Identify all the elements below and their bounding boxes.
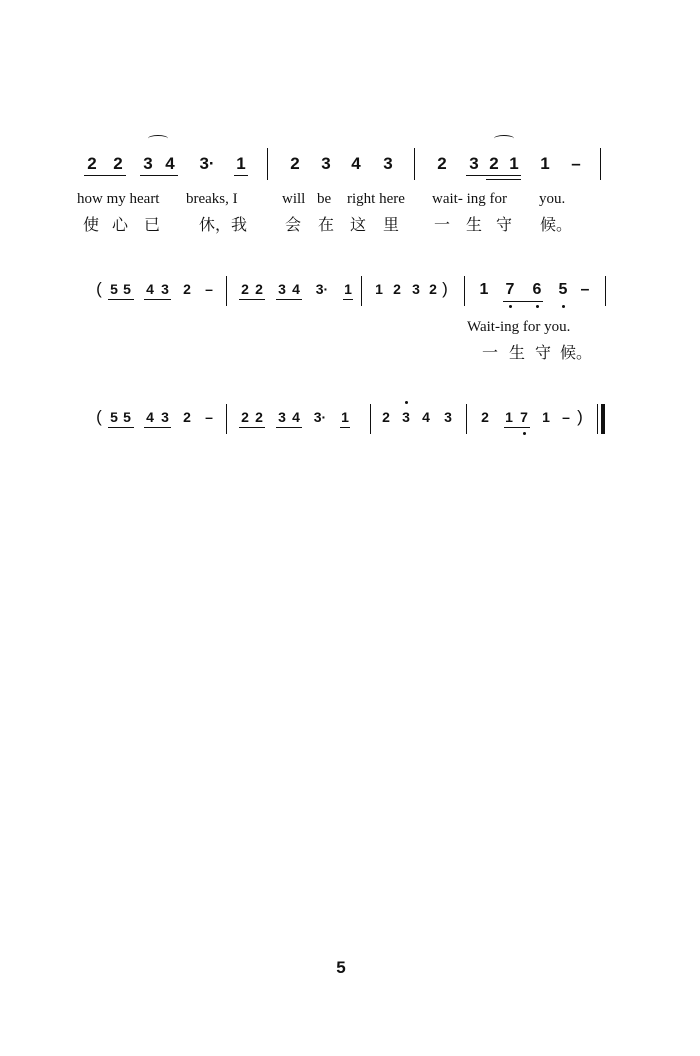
note: 3: [143, 154, 153, 173]
lyric-en: breaks, I: [186, 191, 238, 207]
beam-underline: [144, 299, 171, 300]
barline: [414, 148, 415, 180]
note: 1: [540, 154, 550, 173]
barline: [226, 276, 227, 306]
lyric-zh: 使: [83, 215, 100, 234]
lyric-zh: 心: [112, 215, 129, 234]
lyric-en: how my heart: [77, 191, 160, 207]
beam-underline: [343, 299, 353, 300]
lyric-zh: 生: [466, 215, 483, 234]
note: 3: [383, 154, 393, 173]
note: 2: [87, 154, 97, 173]
beam-underline: [276, 427, 302, 428]
lyric-en: you.: [539, 191, 566, 207]
note: 5: [558, 281, 568, 298]
note: 4: [422, 409, 430, 425]
note: 2: [113, 154, 123, 173]
beam-underline: [108, 299, 134, 300]
lyric-zh: 候。: [560, 343, 593, 362]
lyric-zh: 这: [350, 215, 367, 234]
lyric-zh: 会: [285, 215, 302, 234]
lyric-zh: 休，我: [199, 215, 248, 234]
note: –: [205, 409, 213, 425]
lyric-en: be: [317, 191, 332, 207]
beam-underline: [340, 427, 350, 428]
note: 4: [146, 409, 154, 425]
slur-mark: [494, 135, 514, 142]
note: 3·: [315, 281, 329, 297]
note: 3: [321, 154, 331, 173]
note: 4: [351, 154, 361, 173]
note: –: [580, 281, 590, 298]
beam-underline: [239, 299, 265, 300]
lyric-en: right here: [347, 191, 405, 207]
note: 3·: [313, 409, 327, 425]
note: 6: [532, 281, 542, 298]
note: 2: [382, 409, 390, 425]
note: 1: [341, 409, 349, 425]
paren-open: (: [96, 407, 102, 426]
note: 2: [183, 409, 191, 425]
note: 2: [429, 281, 437, 297]
lyric-zh: 生: [509, 343, 526, 362]
note: 5: [110, 409, 118, 425]
note: 7: [505, 281, 515, 298]
note: 3: [161, 281, 169, 297]
beam-underline: [239, 427, 265, 428]
note: 5: [110, 281, 118, 297]
note: 3: [161, 409, 169, 425]
barline: [464, 276, 465, 306]
note: –: [562, 409, 570, 425]
note: –: [571, 154, 581, 173]
note: 3: [444, 409, 452, 425]
note: 4: [292, 281, 300, 297]
note: 2: [241, 281, 249, 297]
beam-underline: [466, 175, 521, 176]
note: 2: [183, 281, 191, 297]
beam-underline: [503, 301, 543, 302]
lyric-en: wait- ing for: [432, 191, 507, 207]
lyric-zh: 里: [383, 215, 400, 234]
note: 1: [479, 281, 489, 298]
barline: [267, 148, 268, 180]
note: 2: [255, 281, 263, 297]
final-barline-thick: [601, 404, 605, 434]
paren-open: (: [96, 279, 102, 298]
note: 3: [402, 409, 410, 425]
note: 1: [344, 281, 352, 297]
lyric-zh: 一: [482, 343, 499, 362]
note: 2: [489, 154, 499, 173]
paren-close: ): [577, 407, 583, 426]
barline: [605, 276, 606, 306]
beam-underline: [234, 175, 248, 176]
beam-underline: [140, 175, 178, 176]
note: 2: [241, 409, 249, 425]
note: 1: [509, 154, 519, 173]
note: 1: [375, 281, 383, 297]
note: 1: [505, 409, 513, 425]
note: 2: [481, 409, 489, 425]
lyric-zh: 守: [535, 343, 552, 362]
lower-octave-dot: [562, 305, 565, 308]
slur-mark: [148, 135, 168, 142]
note: 2: [290, 154, 300, 173]
barline: [370, 404, 371, 434]
beam-underline: [504, 427, 530, 428]
final-barline-thin: [597, 404, 598, 434]
note: 4: [146, 281, 154, 297]
note: 4: [165, 154, 175, 173]
note: 1: [542, 409, 550, 425]
beam-underline: [486, 179, 521, 180]
barline: [361, 276, 362, 306]
page-number: 5: [336, 958, 346, 977]
upper-octave-dot: [405, 401, 408, 404]
beam-underline: [144, 427, 171, 428]
lyric-zh: 在: [318, 215, 335, 234]
beam-underline: [84, 175, 126, 176]
lyric-zh: 候。: [540, 215, 573, 234]
lyric-zh: 一: [434, 215, 451, 234]
note: –: [205, 281, 213, 297]
barline: [600, 148, 601, 180]
lower-octave-dot: [536, 305, 539, 308]
note: 4: [292, 409, 300, 425]
note: 3·: [199, 154, 215, 173]
lyric-zh: 已: [144, 215, 161, 234]
barline: [466, 404, 467, 434]
note: 2: [255, 409, 263, 425]
note: 7: [520, 409, 528, 425]
note: 5: [123, 409, 131, 425]
note: 3: [412, 281, 420, 297]
lower-octave-dot: [523, 432, 526, 435]
note: 5: [123, 281, 131, 297]
note: 3: [278, 409, 286, 425]
lyric-en: will: [282, 191, 306, 207]
barline: [226, 404, 227, 434]
lower-octave-dot: [509, 305, 512, 308]
beam-underline: [108, 427, 134, 428]
lyric-zh: 守: [496, 215, 513, 234]
note: 3: [469, 154, 479, 173]
note: 2: [437, 154, 447, 173]
note: 1: [236, 154, 246, 173]
lyric-en: Wait-ing for you.: [467, 319, 571, 335]
note: 3: [278, 281, 286, 297]
beam-underline: [276, 299, 302, 300]
paren-close: ): [442, 279, 448, 298]
note: 2: [393, 281, 401, 297]
